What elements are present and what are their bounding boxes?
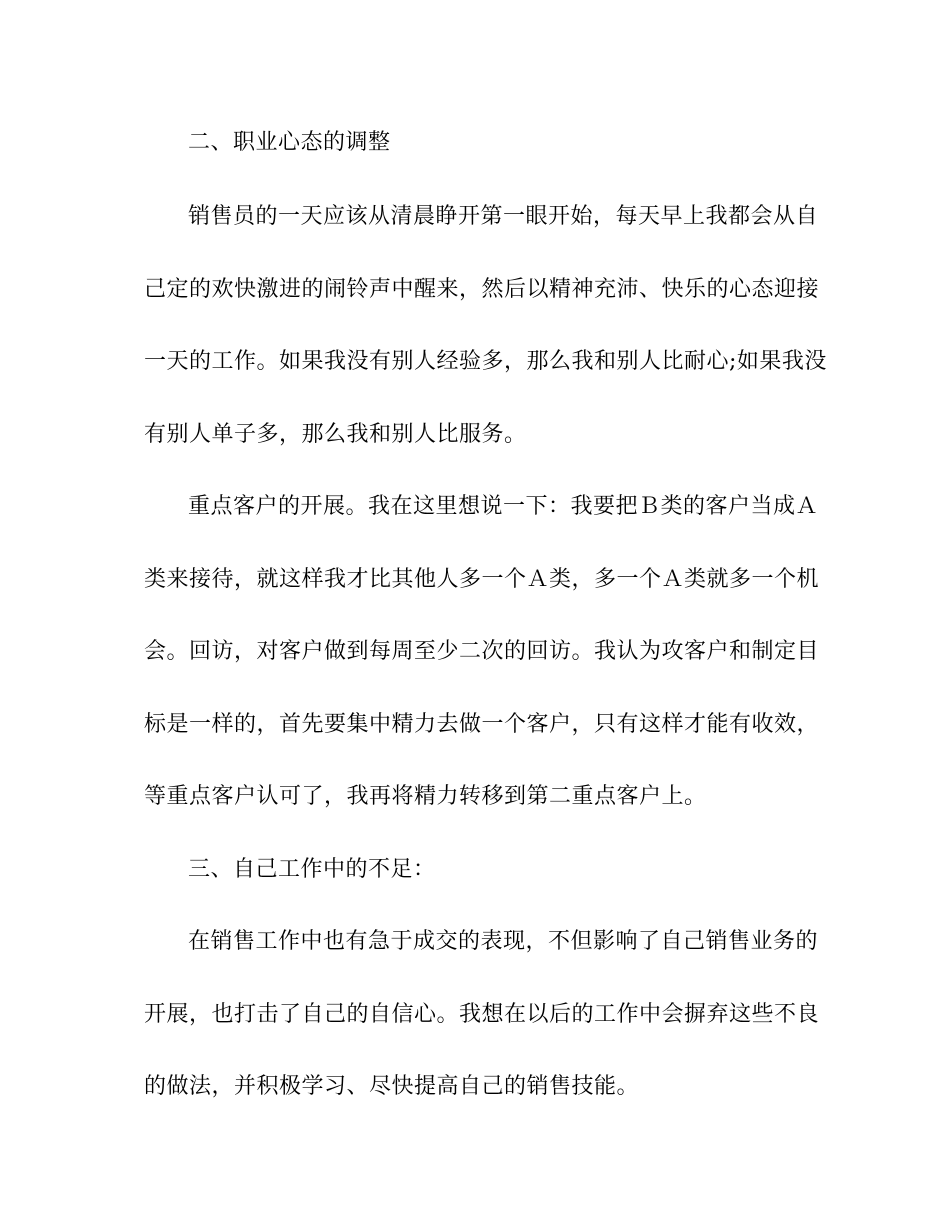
paragraph-line: 等重点客户认可了，我再将精力转移到第二重点客户上。	[144, 784, 707, 809]
paragraph-line: 类来接待，就这样我才比其他人多一个Ａ类，多一个Ａ类就多一个机	[144, 567, 820, 592]
paragraph-line: 有别人单子多，那么我和别人比服务。	[144, 422, 527, 447]
paragraph-line: 在销售工作中也有急于成交的表现，不但影响了自己销售业务的	[188, 929, 819, 954]
paragraph-line: 开展，也打击了自己的自信心。我想在以后的工作中会摒弃这些不良	[144, 1002, 820, 1027]
section-heading-career-mindset: 二、职业心态的调整	[188, 130, 391, 155]
paragraph-line: 会。回访，对客户做到每周至少二次的回访。我认为攻客户和制定目	[144, 639, 820, 664]
paragraph-line: 一天的工作。如果我没有别人经验多，那么我和别人比耐心;如果我没	[144, 349, 827, 374]
paragraph-line: 己定的欢快激进的闹铃声中醒来，然后以精神充沛、快乐的心态迎接	[144, 277, 820, 302]
paragraph-line: 标是一样的，首先要集中精力去做一个客户，只有这样才能有收效，	[144, 712, 820, 737]
section-heading-shortcomings: 三、自己工作中的不足：	[188, 857, 436, 882]
paragraph-line: 重点客户的开展。我在这里想说一下：我要把Ｂ类的客户当成Ａ	[188, 494, 819, 519]
paragraph-line: 销售员的一天应该从清晨睁开第一眼开始，每天早上我都会从自	[188, 204, 819, 229]
paragraph-line: 的做法，并积极学习、尽快提高自己的销售技能。	[144, 1074, 640, 1099]
